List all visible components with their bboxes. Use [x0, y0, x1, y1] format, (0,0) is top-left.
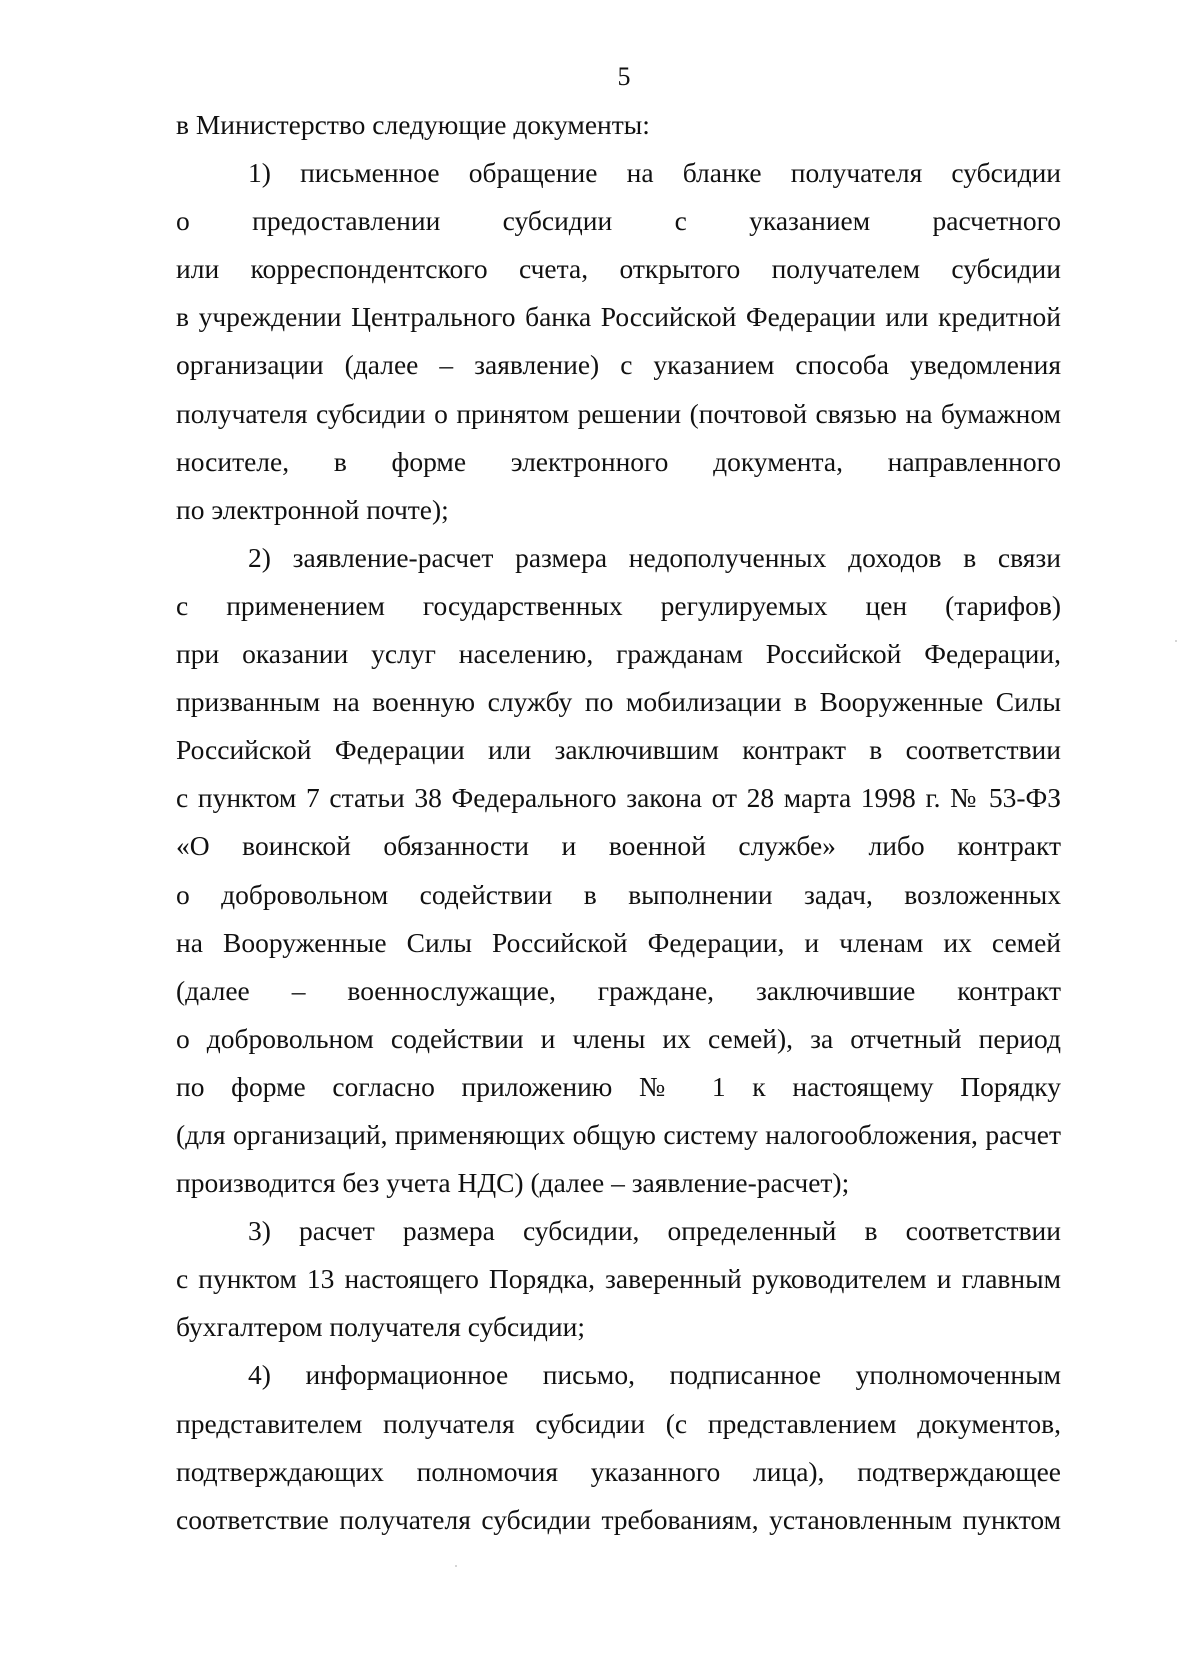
text-line-item-2-start: 2) заявление-расчет размера недополученных доходов в связи [248, 541, 1061, 573]
text-line-item-4-start: 4) информационное письмо, подписанное уполномоченным [248, 1359, 1061, 1391]
text-line: с применением государственных регулируемых цен (тарифов) [176, 589, 1061, 621]
text-line: или корреспондентского счета, открытого получателем субсидии [176, 253, 1061, 285]
text-line: Российской Федерации или заключившим контракт в соответствии [176, 734, 1061, 766]
text-line: с пунктом 7 статьи 38 Федерального закона от 28 марта 1998 г. № 53-ФЗ [176, 782, 1061, 814]
text-line: (далее – военнослужащие, граждане, заключившие контракт [176, 974, 1061, 1006]
text-line: организации (далее – заявление) с указанием способа уведомления [176, 349, 1061, 381]
text-line: представителем получателя субсидии (с представлением документов, [176, 1407, 1061, 1439]
text-line: в Министерство следующие документы: [176, 109, 650, 140]
text-line: носителе, в форме электронного документа, направленного [176, 445, 1061, 477]
text-line: по форме согласно приложению № 1 к настоящему Порядку [176, 1070, 1061, 1102]
scan-speck [1175, 640, 1177, 642]
text-line: по электронной почте); [176, 493, 449, 525]
document-body [176, 101, 1061, 1544]
text-line: подтверждающих полномочия указанного лица), подтверждающее [176, 1455, 1061, 1487]
text-line-item-1-start: 1) письменное обращение на бланке получателя субсидии [248, 157, 1061, 189]
text-line: о добровольном содействии и члены их семей), за отчетный период [176, 1022, 1061, 1054]
text-line: призванным на военную службу по мобилизации в Вооруженные Силы [176, 686, 1061, 718]
text-line: на Вооруженные Силы Российской Федерации, и членам их семей [176, 926, 1061, 958]
scan-speck [455, 1565, 457, 1567]
text-line: о предоставлении субсидии с указанием расчетного [176, 205, 1061, 237]
text-line: получателя субсидии о принятом решении (почтовой связью на бумажном [176, 397, 1061, 429]
text-line-item-3-start: 3) расчет размера субсидии, определенный в соответствии [248, 1215, 1061, 1247]
text-line: в учреждении Центрального банка Российской Федерации или кредитной [176, 301, 1061, 333]
text-line: «О воинской обязанности и военной службе» либо контракт [176, 830, 1061, 862]
page-number: 5 [617, 62, 631, 91]
text-line: о добровольном содействии в выполнении задач, возложенных [176, 878, 1061, 910]
text-line: при оказании услуг населению, гражданам Российской Федерации, [176, 638, 1061, 670]
text-line: производится без учета НДС) (далее – заявление-расчет); [176, 1167, 850, 1199]
text-line: (для организаций, применяющих общую систему налогообложения, расчет [176, 1118, 1061, 1150]
text-line: бухгалтером получателя субсидии; [176, 1311, 585, 1343]
text-line: с пунктом 13 настоящего Порядка, заверенный руководителем и главным [176, 1263, 1061, 1295]
text-line: соответствие получателя субсидии требованиям, установленным пунктом [176, 1503, 1061, 1535]
